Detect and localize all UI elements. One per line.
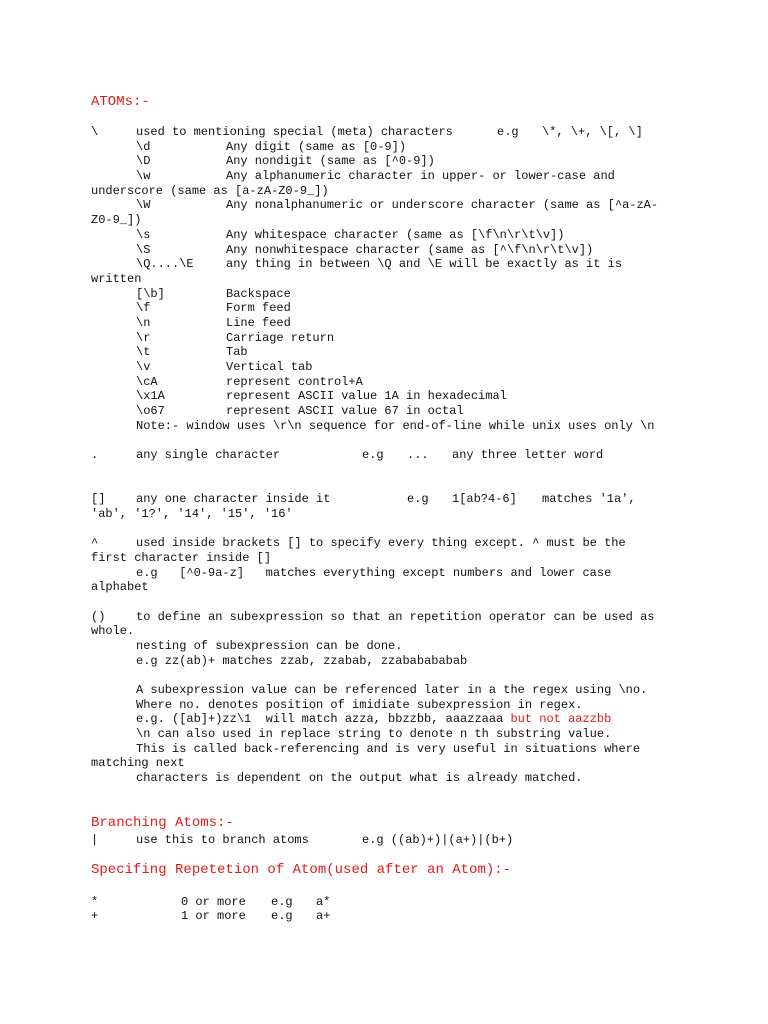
parens-symbol: () xyxy=(91,610,106,624)
backslash-symbol: \ xyxy=(91,125,99,139)
escape-desc: Line feed xyxy=(226,316,291,330)
escape-code: \s xyxy=(136,228,151,242)
escape-desc: Any alphanumeric character in upper- or lower-case and xyxy=(226,169,615,183)
escape-desc: Carriage return xyxy=(226,331,335,345)
escape-code: \D xyxy=(136,154,151,168)
escape-desc: represent ASCII value 1A in hexadecimal xyxy=(226,389,507,403)
branching-desc: use this to branch atoms xyxy=(136,833,309,847)
repetition-example: a* xyxy=(316,895,331,909)
escape-desc: Tab xyxy=(226,345,248,359)
caret-desc: used inside brackets [] to specify every thing except. ^ must be the xyxy=(136,536,626,550)
brackets-symbol: [] xyxy=(91,492,106,506)
dot-eg: e.g xyxy=(362,448,384,462)
repetition-symbol: + xyxy=(91,909,99,923)
escape-desc-cont: Z0-9_]) xyxy=(91,213,142,227)
escape-desc-cont: underscore (same as [a-zA-Z0-9_]) xyxy=(91,184,329,198)
dot-desc: any single character xyxy=(136,448,281,462)
brackets-cont: 'ab', '1?', '14', '15', '16' xyxy=(91,507,293,521)
parens-ref1: A subexpression value can be referenced later in a the regex using \no. xyxy=(136,683,648,697)
dot-example: ... xyxy=(407,448,429,462)
parens-nesting: nesting of subexpression can be done. xyxy=(136,639,403,653)
caret-cont: first character inside [] xyxy=(91,551,272,565)
escape-desc: Any nondigit (same as [^0-9]) xyxy=(226,154,435,168)
parens-ref3-text: e.g. ([ab]+)zz\1 will match azza, bbzzbb, aaazzaaa xyxy=(136,712,511,726)
dot-symbol: . xyxy=(91,448,99,462)
caret-eg: e.g [^0-9a-z] matches everything except numbers and lower case xyxy=(136,566,612,580)
repetition-eg: e.g xyxy=(271,895,293,909)
repetition-heading: Specifing Repetetion of Atom(used after an Atom):- xyxy=(91,862,512,878)
repetition-symbol: * xyxy=(91,895,99,909)
note-line: Note:- window uses \r\n sequence for end-of-line while unix uses only \n xyxy=(136,419,655,433)
escape-desc-cont: written xyxy=(91,272,142,286)
escape-desc: Form feed xyxy=(226,301,291,315)
escape-code: \r xyxy=(136,331,151,345)
escape-code: \Q....\E xyxy=(136,257,194,271)
branching-eg: e.g ((ab)+)|(a+)|(b+) xyxy=(362,833,514,847)
backslash-examples: \*, \+, \[, \] xyxy=(542,125,643,139)
parens-ref2: Where no. denotes position of imidiate subexpression in regex. xyxy=(136,698,583,712)
dot-result: any three letter word xyxy=(452,448,604,462)
escape-desc: Backspace xyxy=(226,287,291,301)
escape-code: \w xyxy=(136,169,151,183)
escape-code: \S xyxy=(136,243,151,257)
escape-desc: Any digit (same as [0-9]) xyxy=(226,140,407,154)
brackets-example: 1[ab?4-6] xyxy=(452,492,517,506)
escape-code: \v xyxy=(136,360,151,374)
backslash-desc: used to mentioning special (meta) characters xyxy=(136,125,453,139)
escape-desc: Any nonwhitespace character (same as [^\f\n\r\t\v]) xyxy=(226,243,594,257)
escape-code: \x1A xyxy=(136,389,165,403)
escape-desc: Any nonalphanumeric or underscore character (same as [^a-zA- xyxy=(226,198,659,212)
parens-eg: e.g zz(ab)+ matches zzab, zzabab, zzababababab xyxy=(136,654,468,668)
parens-ref5: This is called back-referencing and is very useful in situations where xyxy=(136,742,641,756)
repetition-example: a+ xyxy=(316,909,331,923)
escape-code: \W xyxy=(136,198,151,212)
escape-desc: any thing in between \Q and \E will be exactly as it is xyxy=(226,257,623,271)
parens-ref5-cont: matching next xyxy=(91,756,185,770)
caret-eg-cont: alphabet xyxy=(91,580,149,594)
escape-code: \n xyxy=(136,316,151,330)
parens-desc: to define an subexpression so that an repetition operator can be used as xyxy=(136,610,655,624)
escape-code: \t xyxy=(136,345,151,359)
caret-symbol: ^ xyxy=(91,536,99,550)
escape-code: \f xyxy=(136,301,151,315)
parens-ref3-red: but not aazzbb xyxy=(510,712,612,726)
escape-code: \d xyxy=(136,140,151,154)
brackets-desc: any one character inside it xyxy=(136,492,331,506)
brackets-eg: e.g xyxy=(407,492,429,506)
parens-cont: whole. xyxy=(91,624,135,638)
backslash-eg: e.g xyxy=(497,125,519,139)
escape-desc: represent control+A xyxy=(226,375,363,389)
repetition-eg: e.g xyxy=(271,909,293,923)
escape-code: [\b] xyxy=(136,287,165,301)
repetition-desc: 0 or more xyxy=(181,895,246,909)
atoms-heading: ATOMs:- xyxy=(91,94,150,110)
brackets-matches: matches '1a', xyxy=(542,492,636,506)
escape-desc: represent ASCII value 67 in octal xyxy=(226,404,464,418)
parens-ref3 xyxy=(136,712,611,726)
repetition-desc: 1 or more xyxy=(181,909,246,923)
escape-code: \cA xyxy=(136,375,158,389)
branching-symbol: | xyxy=(91,833,99,847)
escape-desc: Any whitespace character (same as [\f\n\r\t\v]) xyxy=(226,228,565,242)
parens-ref4: \n can also used in replace string to denote n th substring value. xyxy=(136,727,612,741)
escape-desc: Vertical tab xyxy=(226,360,313,374)
branching-heading: Branching Atoms:- xyxy=(91,815,234,831)
escape-code: \o67 xyxy=(136,404,165,418)
parens-ref6: characters is dependent on the output what is already matched. xyxy=(136,771,583,785)
